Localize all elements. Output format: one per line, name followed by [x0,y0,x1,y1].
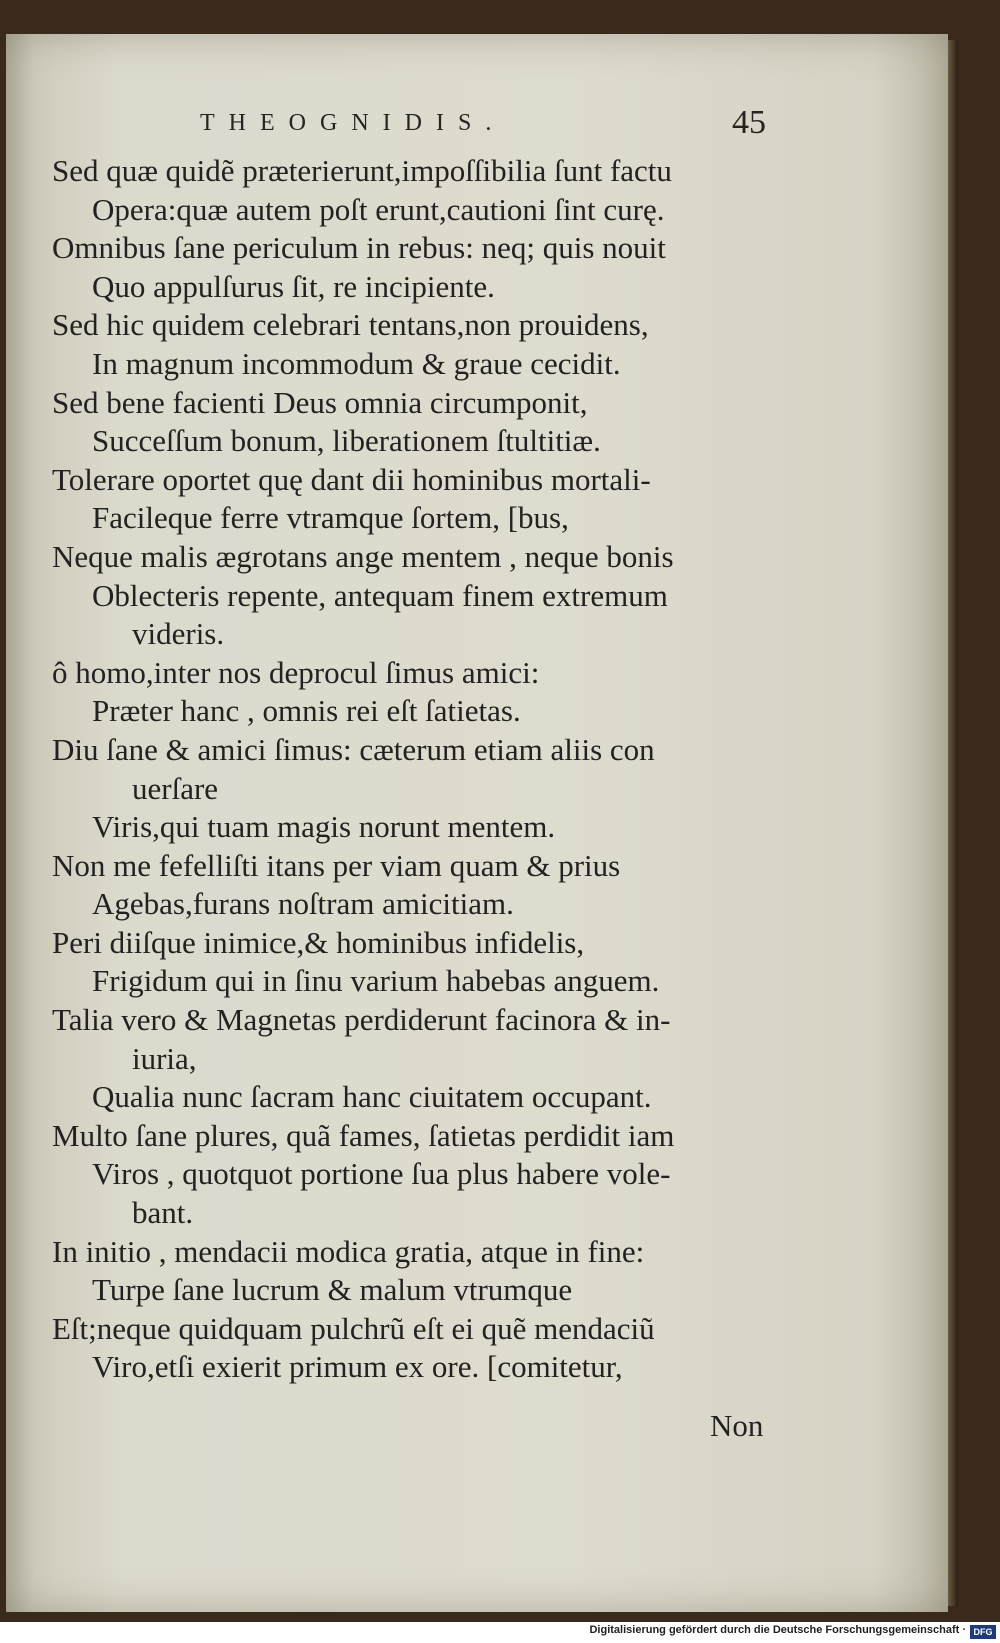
page-edge [948,40,958,1606]
text-line: In initio , mendacii modica gratia, atque in fine: [52,1233,645,1269]
text-line: Succeſſum bonum, liberationem ſtultitiæ. [92,423,601,459]
running-head: THEOGNIDIS. [200,110,506,136]
text-line: Frigidum qui in ſinu varium habebas anguem. [92,963,660,999]
text-line: Viris,qui tuam magis norunt mentem. [92,809,556,845]
text-line: videris. [132,616,225,652]
text-line: Sed quæ quidẽ præterierunt,impoſſibilia ſunt factu [52,153,672,188]
catchword: Non [710,1408,764,1443]
text-line: Omnibus ſane periculum in rebus: neq; quis nouit [52,230,666,266]
funding-credit: Digitalisierung gefördert durch die Deutsche Forschungsgemeinschaft · [589,1624,966,1636]
footer [0,1622,1000,1643]
text-line: Facileque ferre vtramque ſortem, [bus, [92,500,569,536]
text-line: Sed bene facienti Deus omnia circumponit, [52,384,588,420]
text-line: Turpe ſane lucrum & malum vtrumque [92,1272,573,1308]
text-line: Peri diiſque inimice,& hominibus infidelis, [52,924,585,960]
text-line: Agebas,furans noſtram amicitiam. [92,886,514,922]
text-line: Eſt;neque quidquam pulchrũ eſt ei quẽ mendaciũ [52,1310,655,1346]
text-line: Talia vero & Magnetas perdiderunt facinora & in- [52,1002,671,1038]
text-line: In magnum incommodum & graue cecidit. [92,345,621,381]
text-line: Præter hanc , omnis rei eſt ſatietas. [92,693,521,729]
text-line: Sed hic quidem celebrari tentans,non prouidens, [52,307,649,343]
text-line: Quo appulſurus ſit, re incipiente. [92,268,495,304]
text-line: bant. [132,1195,194,1231]
text-line: Oblecteris repente, antequam finem extremum [92,577,668,613]
dfg-logo: DFG [970,1625,996,1639]
text-line: Viro,etſi exierit primum ex ore. [comitetur, [92,1349,623,1385]
text-line: Non me fefelliſti itans per viam quam & prius [52,847,621,883]
text-line: Qualia nunc ſacram hanc ciuitatem occupant. [92,1079,652,1115]
text-line: Neque malis ægrotans ange mentem , neque bonis [52,538,674,574]
text-line: Diu ſane & amici ſimus: cæterum etiam aliis con [52,731,655,767]
text-line: Tolerare oportet quę dant dii hominibus mortali- [52,461,651,497]
text-line: ô homo,inter nos deprocul ſimus amici: [52,654,540,690]
text-line: Viros , quotquot portione ſua plus habere vole- [92,1156,671,1192]
verse-text [52,152,782,1387]
text-line: uerſare [132,770,219,806]
text-line: Multo ſane plures, quã fames, ſatietas perdidit iam [52,1117,675,1153]
text-line: Opera:quæ autem poſt erunt,cautioni ſint curę. [92,191,665,227]
text-line: iuria, [132,1040,197,1076]
page-number: 45 [732,104,766,141]
